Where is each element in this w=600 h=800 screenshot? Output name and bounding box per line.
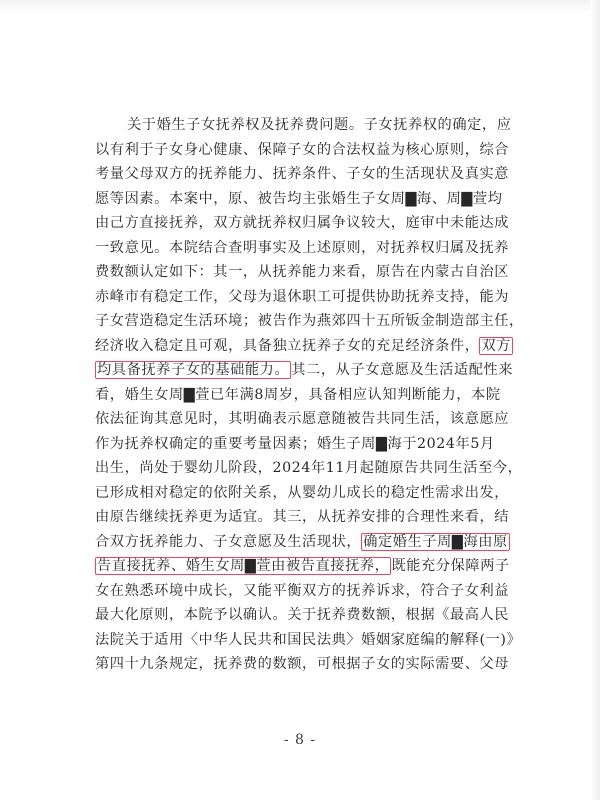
text-line [95,358,525,383]
text-line: 费数额认定如下：其一，从抚养能力来看，原告在内蒙古自治区 [95,264,510,280]
text-line: 关于婚生子女抚养权及抚养费问题。子女抚养权的确定，应 [127,117,512,133]
highlighted-text-box: 均具备抚养子女的基础能力。 [97,362,290,378]
text-line: 子女营造稳定生活环境；被告作为燕郊四十五所钣金制造部主任， [95,313,524,329]
text-line: 赤峰市有稳定工作，父母为退休职工可提供协助抚养支持，能为 [95,288,510,305]
text-line: 已形成相对稳定的依附关系，从婴幼儿成长的稳定性需求出发， [95,484,510,501]
text-line: 一致意见。本院结合查明事实及上述原则，对抚养权归属及抚养 [95,239,510,256]
text-line: 最大化原则，本院予以确认。关于抚养费数额，根据《最高人民 [95,607,510,623]
scan-edge-right [590,0,600,800]
text-line [95,334,525,359]
text-line [95,530,525,555]
text-segment: 既能充分保障两子 [391,558,510,574]
text-line [95,554,525,579]
text-line: 看，婚生女周▇萱已年满8周岁，具备相应认知判断能力，本院 [95,386,501,403]
text-line: 愿等因素。本案中，原、被告均主张婚生子女周▇海、周▇萱均 [95,190,503,207]
page-number: - 8 - [283,732,317,748]
text-line: 作为抚养权确定的重要考量因素；婚生子周▇海于2024年5月 [95,435,495,452]
highlighted-text-box: 双方 [481,337,512,354]
text-line: 第四十九条规定，抚养费的数额，可根据子女的实际需要、父母 [95,656,510,672]
text-line: 女在熟悉环境中成长，又能平衡双方的抚养诉求，符合子女利益 [95,582,510,599]
text-segment: 合双方抚养能力、子女意愿及生活现状， [95,533,362,550]
text-line: 考量父母双方的抚养能力、抚养条件、子女的生活现状及真实意 [95,166,510,182]
text-line: 法院关于适用〈中华人民共和国民法典〉婚姻家庭编的解释(一)》 [95,631,522,648]
highlighted-text-box: 告直接抚养、婚生女周▇萱由被告直接抚养， [97,558,390,574]
text-segment: 经济收入稳定且可观，具备独立抚养子女的充足经济条件， [95,337,480,354]
text-line: 出生，尚处于婴幼儿阶段，2024年11月起随原告共同生活至今， [95,460,523,476]
judgment-text-body [95,113,525,677]
text-line: 由己方直接抚养，双方就抚养权归属争议较大，庭审中未能达成 [95,215,510,231]
text-line: 以有利于子女身心健康、保障子女的合法权益为核心原则，综合 [95,141,510,158]
scan-edge-top [0,0,600,12]
text-segment: 其二，从子女意愿及生活适配性来 [291,362,514,378]
highlighted-text-box: 确定婚生子周▇海由原 [363,533,508,550]
text-line: 依法征询其意见时，其明确表示愿意随被告共同生活，该意愿应 [95,411,510,427]
text-line: 由原告继续抚养更为适宜。其三，从抚养安排的合理性来看，结 [95,509,510,525]
